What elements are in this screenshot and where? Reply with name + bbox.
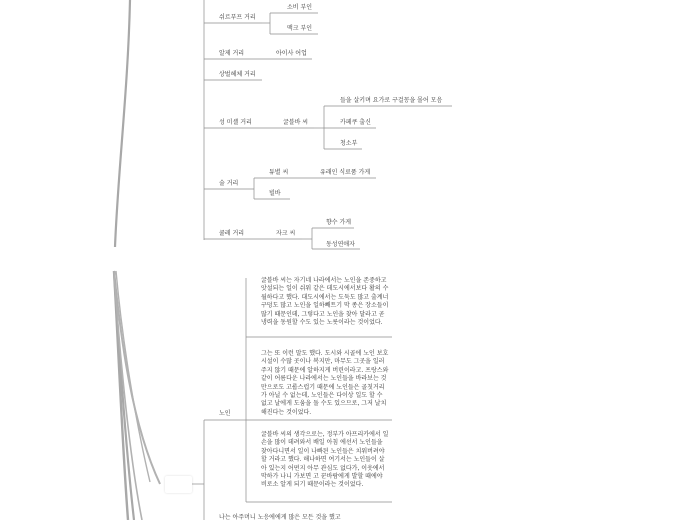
- node-sobi-wife[interactable]: 소비 부인: [287, 4, 313, 11]
- node-kuree-distance[interactable]: 쿨레 거리: [219, 230, 245, 237]
- note-paragraph-3[interactable]: 굴블바 씨의 생각으로는, 정부가 아프리카에서 일손을 많이 데려와서 배일 아침 에선서 노인들을 찾아다니면서 일이 나빠된 노인들은 치워버려야 할 거라고 했다. 해나하면 여기서는 노인들이 살아 있는지 어떤지 아무 관심도 없다가, 이웃에서 막하가 나니 가보면 고 꾼바람에게 발할 때에야 비로소 알게 되기 때문이라는 것이었다.: [261, 431, 389, 489]
- node-gulberva-child-3[interactable]: 청소부: [340, 140, 358, 147]
- node-jaja[interactable]: 자크 씨: [276, 230, 296, 237]
- node-sangbeol-distance[interactable]: 상벌헤체 거리: [219, 71, 256, 78]
- node-sul-distance[interactable]: 술 거리: [219, 180, 239, 187]
- node-teukbyeol-child-1[interactable]: 유래인 식료품 가게: [320, 169, 371, 176]
- node-teukbyeol[interactable]: 튜별 씨: [269, 169, 289, 176]
- node-alje-distance[interactable]: 알제 거리: [219, 50, 245, 57]
- node-slaves[interactable]: 노인: [219, 410, 231, 417]
- node-baeks-wife[interactable]: 맥크 부인: [287, 25, 313, 32]
- node-gulberva[interactable]: 굴블바 씨: [283, 119, 309, 126]
- note-paragraph-1[interactable]: 굴블바 씨는 자기네 나라에서는 노인을 존중하고 앗설되는 일이 쉬워 같은 데도시에서보다 활의 수월하다고 했다. 대도시에서는 도둑도 많고 출계너 구덩도 많고 노인을 일하빼트기 막 종은 장소들이 많기 때문인데, 그렇다고 노인을 찾아 달라고 곧 냉력을 동원할 수도 있는 노릇이라는 것이었다.: [261, 277, 389, 327]
- trunk-line-upper: [115, 0, 130, 247]
- node-asia-fishing[interactable]: 아이사 어업: [276, 50, 307, 57]
- root-node[interactable]: [165, 476, 192, 493]
- node-teukbyeol-child-2[interactable]: 빌바: [269, 190, 281, 197]
- note-paragraph-2[interactable]: 그는 또 이런 말도 했다. 도시와 시골에 노인 보호시설이 수많 곳이나 복지만, 마무도 그곳을 일러주지 않기 때문에 알하지게 버린이라고. 프랑스와 같이 어름다운 나라에서는 노인들을 바라보는 것만으로도 고룹스럽기 때문에 노인들은 골칫거리가 아닐 수 없는데, 노인들은 다이상 일도 할 수 없고 날에게 도움을 돌 수도 있으므로, 그저 날치해진다는 것이었다.: [261, 350, 389, 416]
- node-jaja-child-2[interactable]: 동성연애자: [326, 241, 355, 248]
- node-sungmiyel-distance[interactable]: 성 미셸 거리: [219, 119, 252, 126]
- node-jaja-child-1[interactable]: 향수 가게: [326, 219, 352, 226]
- node-bottom-cut[interactable]: 나는 아주머니 노응에에게 많은 모든 것을 했고: [219, 514, 341, 521]
- node-syrup-distance[interactable]: 쉬르푸프 거리: [219, 14, 256, 21]
- node-gulberva-child-1[interactable]: 들을 살키며 요가로 구걸꽁을 몰어 모음: [340, 97, 443, 104]
- node-gulberva-child-2[interactable]: 카페쿠 출신: [340, 119, 371, 126]
